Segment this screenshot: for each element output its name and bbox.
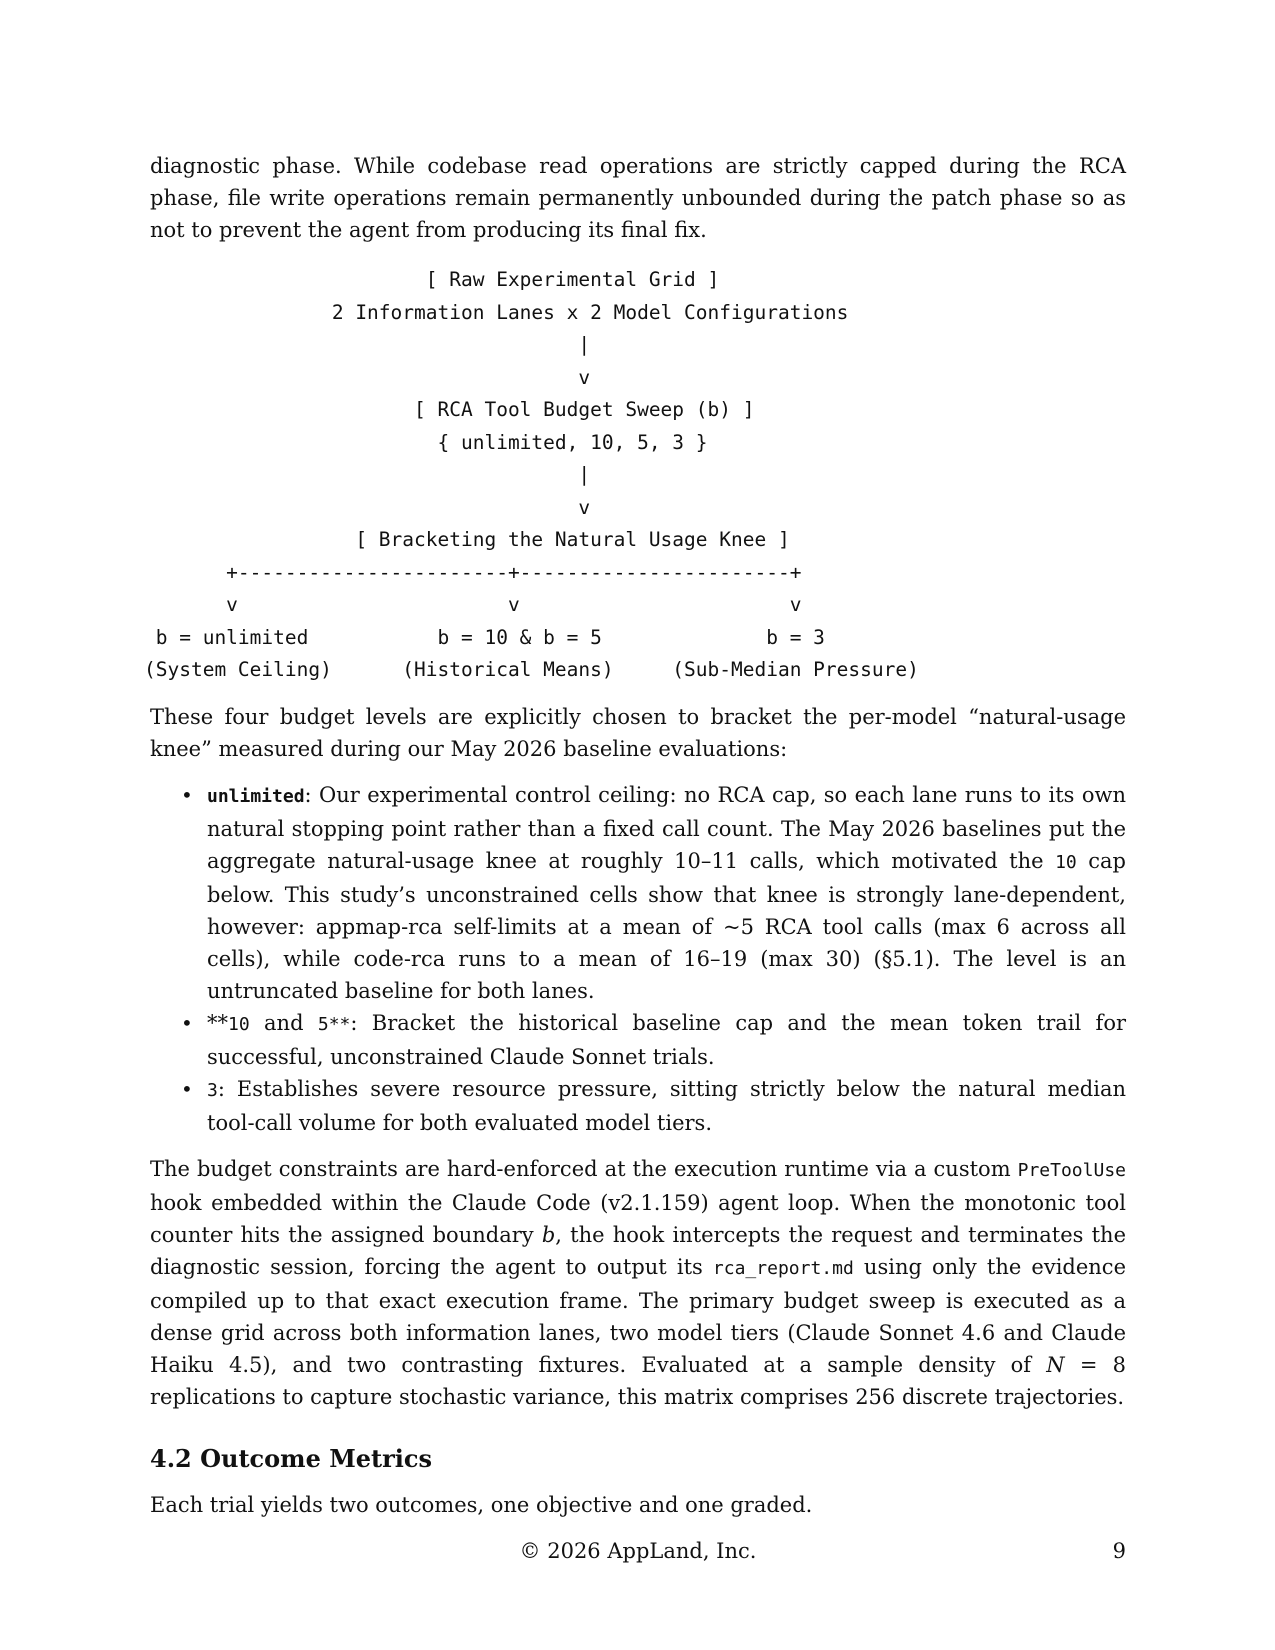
- bullet-icon: •: [181, 782, 193, 807]
- copyright-notice: © 2026 AppLand, Inc.: [519, 1539, 757, 1563]
- list-item-text: : Bracket the historical baseline cap and the mean token trail for successful, unconstrained Claude Sonnet trials.: [207, 1010, 1127, 1069]
- page-number: 9: [1112, 1539, 1126, 1563]
- bullet-icon: •: [181, 1010, 193, 1035]
- inline-code: 10: [228, 1013, 250, 1035]
- paragraph-text: = 8 replications to capture stochastic variance, this matrix comprises 256 discrete trajectories.: [150, 1352, 1126, 1409]
- budget-sweep-diagram: [ Raw Experimental Grid ] 2 Information Lanes x 2 Model Configurations | v [ RCA Tool Budget Sweep (b) ] { unlimited, 10, 5, 3 } | v [ Bracketing the Natural Usage Knee ] +-----------------------+-----------------------+ v v v b = unlimited b = 10 & b = 5 b = 3 (System Ceiling) (Historical Means) (Sub-Median Pressure): [144, 268, 919, 681]
- section-paragraph: Each trial yields two outcomes, one objective and one graded.: [150, 1492, 813, 1517]
- inline-code: PreToolUse: [1017, 1159, 1126, 1181]
- budget-levels-list: [150, 779, 1126, 1139]
- bullet-icon: •: [181, 1076, 193, 1101]
- list-item-text: and: [249, 1010, 318, 1035]
- math-variable: b: [541, 1222, 556, 1247]
- inline-code: 10: [1055, 851, 1077, 873]
- page-footer: [150, 1535, 1126, 1567]
- list-item-text: : Our experimental control ceiling: no RCA cap, so each lane runs to its own natural stopping point rather than a fixed call count. The May 2026 baselines put the aggregate natural-usage knee at roughly 10–11 calls, which motivated the: [207, 782, 1126, 873]
- intro-paragraph: diagnostic phase. While codebase read operations are strictly capped during the RCA phase, file write operations remain permanently unbounded during the patch phase so as not to prevent the agent from producing its final fix.: [150, 154, 1126, 242]
- enforcement-paragraph: [150, 1153, 1126, 1413]
- list-item-text: **: [207, 1010, 228, 1035]
- paragraph-text: using only the evidence compiled up to that exact execution frame. The primary budget sweep is executed as a dense grid across both information lanes, two model tiers (Claude Sonnet 4.6 and Claude Haiku 4.5), and two contrasting fixtures. Evaluated at a sample density of: [150, 1254, 1126, 1377]
- list-item: [181, 1007, 1127, 1073]
- inline-code: 3: [207, 1079, 218, 1101]
- paragraph-text: The budget constraints are hard-enforced at the execution runtime via a custom: [150, 1156, 1018, 1181]
- inline-code: 5**: [317, 1013, 351, 1035]
- math-variable: N: [1046, 1352, 1065, 1377]
- list-item: [181, 779, 1126, 1007]
- list-item-text: cap below. This study’s unconstrained cells show that knee is strongly lane-dependent, however: appmap-rca self-limits at a mean of ~5 RCA tool calls (max 6 across all cells), while code-rca runs to a mean of 16–19 (max 30) (§5.1). The level is an untruncated baseline for both lanes.: [207, 848, 1126, 1003]
- page-body: [144, 150, 1127, 1521]
- paragraph-text: hook embedded within the Claude Code (v2.1.159) agent loop. When the monotonic tool counter hits the assigned boundary: [150, 1190, 1126, 1247]
- paragraph-text: , the hook intercepts the request and terminates the diagnostic session, forcing the agent to output its: [150, 1222, 1126, 1279]
- list-item-text: : Establishes severe resource pressure, sitting strictly below the natural median tool-call volume for both evaluated model tiers.: [207, 1076, 1126, 1135]
- inline-code: rca_report.md: [712, 1257, 854, 1279]
- list-item: [181, 1073, 1126, 1139]
- section-heading: 4.2 Outcome Metrics: [150, 1443, 432, 1473]
- budget-levels-lead: These four budget levels are explicitly chosen to bracket the per-model “natural-usage knee” measured during our May 2026 baseline evaluations:: [150, 704, 1126, 761]
- inline-code: unlimited: [207, 785, 305, 807]
